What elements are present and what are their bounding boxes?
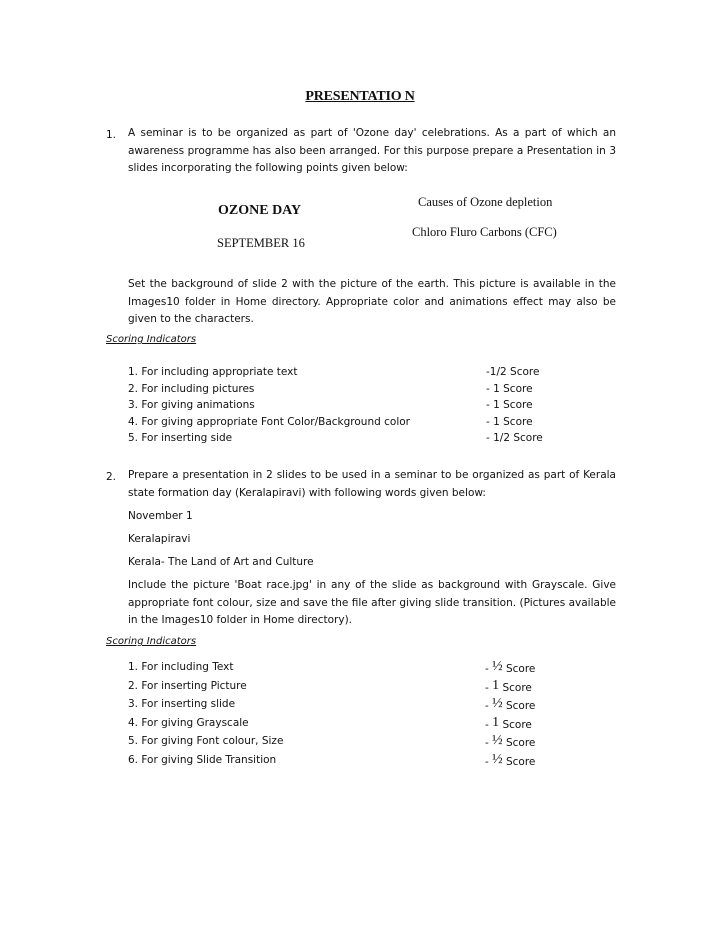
word-november: November 1 <box>128 510 193 522</box>
score-value: - ½ Score <box>485 751 536 768</box>
score-label: 1. For including Text <box>128 661 234 673</box>
score-value: - 1 Score <box>486 399 533 411</box>
score-label: 4. For giving appropriate Font Color/Background color <box>128 415 410 428</box>
slide-heading-ozone-day: OZONE DAY <box>218 203 302 218</box>
score-row <box>128 696 588 715</box>
question-2-scoring-label: Scoring Indicators <box>106 636 197 647</box>
score-label: 3. For giving animations <box>128 399 255 411</box>
score-row <box>128 383 588 400</box>
score-row <box>128 366 588 383</box>
score-label: 2. For inserting Picture <box>128 679 247 692</box>
word-kerala-land: Kerala- The Land of Art and Culture <box>128 556 314 568</box>
score-value: - ½ Score <box>485 696 536 712</box>
question-1-scoring-label: Scoring Indicators <box>106 334 197 345</box>
score-value: - 1 Score <box>486 415 533 428</box>
slide-date: SEPTEMBER 16 <box>217 236 305 250</box>
question-2-instruction: Include the picture 'Boat race.jpg' in any of the slide as background with Grayscale. Give appropriate font colour, size and save the file after giving slide transition. (Pictures available in the Images10 folder in Home directory). <box>128 579 616 626</box>
score-label: 5. For inserting side <box>128 432 233 444</box>
score-row <box>128 659 588 678</box>
question-1-number: 1. <box>106 129 117 141</box>
score-row <box>128 416 588 433</box>
question-2-intro: Prepare a presentation in 2 slides to be used in a seminar to be organized as part of Kerala state formation day (Keralapiravi) with following words given below: <box>128 469 616 499</box>
page-title: PRESENTATIO N <box>305 89 415 104</box>
score-row <box>128 752 588 771</box>
score-label: 5. For giving Font colour, Size <box>128 735 284 747</box>
score-label: 1. For including appropriate text <box>128 366 298 378</box>
score-value: -1/2 Score <box>486 366 540 378</box>
score-value: - ½ Score <box>485 733 536 749</box>
score-value: - 1 Score <box>485 714 532 731</box>
question-2-number: 2. <box>106 471 117 483</box>
score-label: 6. For giving Slide Transition <box>128 753 277 766</box>
slide-point-ozone-depletion: Causes of Ozone depletion <box>418 195 553 209</box>
score-row <box>128 733 588 752</box>
score-value: - 1 Score <box>485 677 532 694</box>
slide-point-cfc: Chloro Fluro Carbons (CFC) <box>412 225 557 239</box>
score-value: - 1 Score <box>486 382 533 395</box>
score-label: 3. For inserting slide <box>128 698 236 710</box>
score-value: - 1/2 Score <box>486 432 543 444</box>
score-label: 4. For giving Grayscale <box>128 716 249 729</box>
score-label: 2. For including pictures <box>128 382 255 395</box>
score-row <box>128 678 588 697</box>
score-row <box>128 399 588 416</box>
question-1-intro: A seminar is to be organized as part of 'Ozone day' celebrations. As a part of which an awareness programme has also been arranged. For this purpose prepare a Presentation in 3 slides incorporating the following points given below: <box>128 127 616 174</box>
score-row <box>128 432 588 449</box>
word-keralapiravi: Keralapiravi <box>128 533 191 545</box>
score-value: - ½ Score <box>485 659 536 675</box>
score-row <box>128 715 588 734</box>
question-1-instruction: Set the background of slide 2 with the picture of the earth. This picture is available in the Images10 folder in Home directory. Appropriate color and animations effect may also be given to the characters. <box>128 278 616 325</box>
